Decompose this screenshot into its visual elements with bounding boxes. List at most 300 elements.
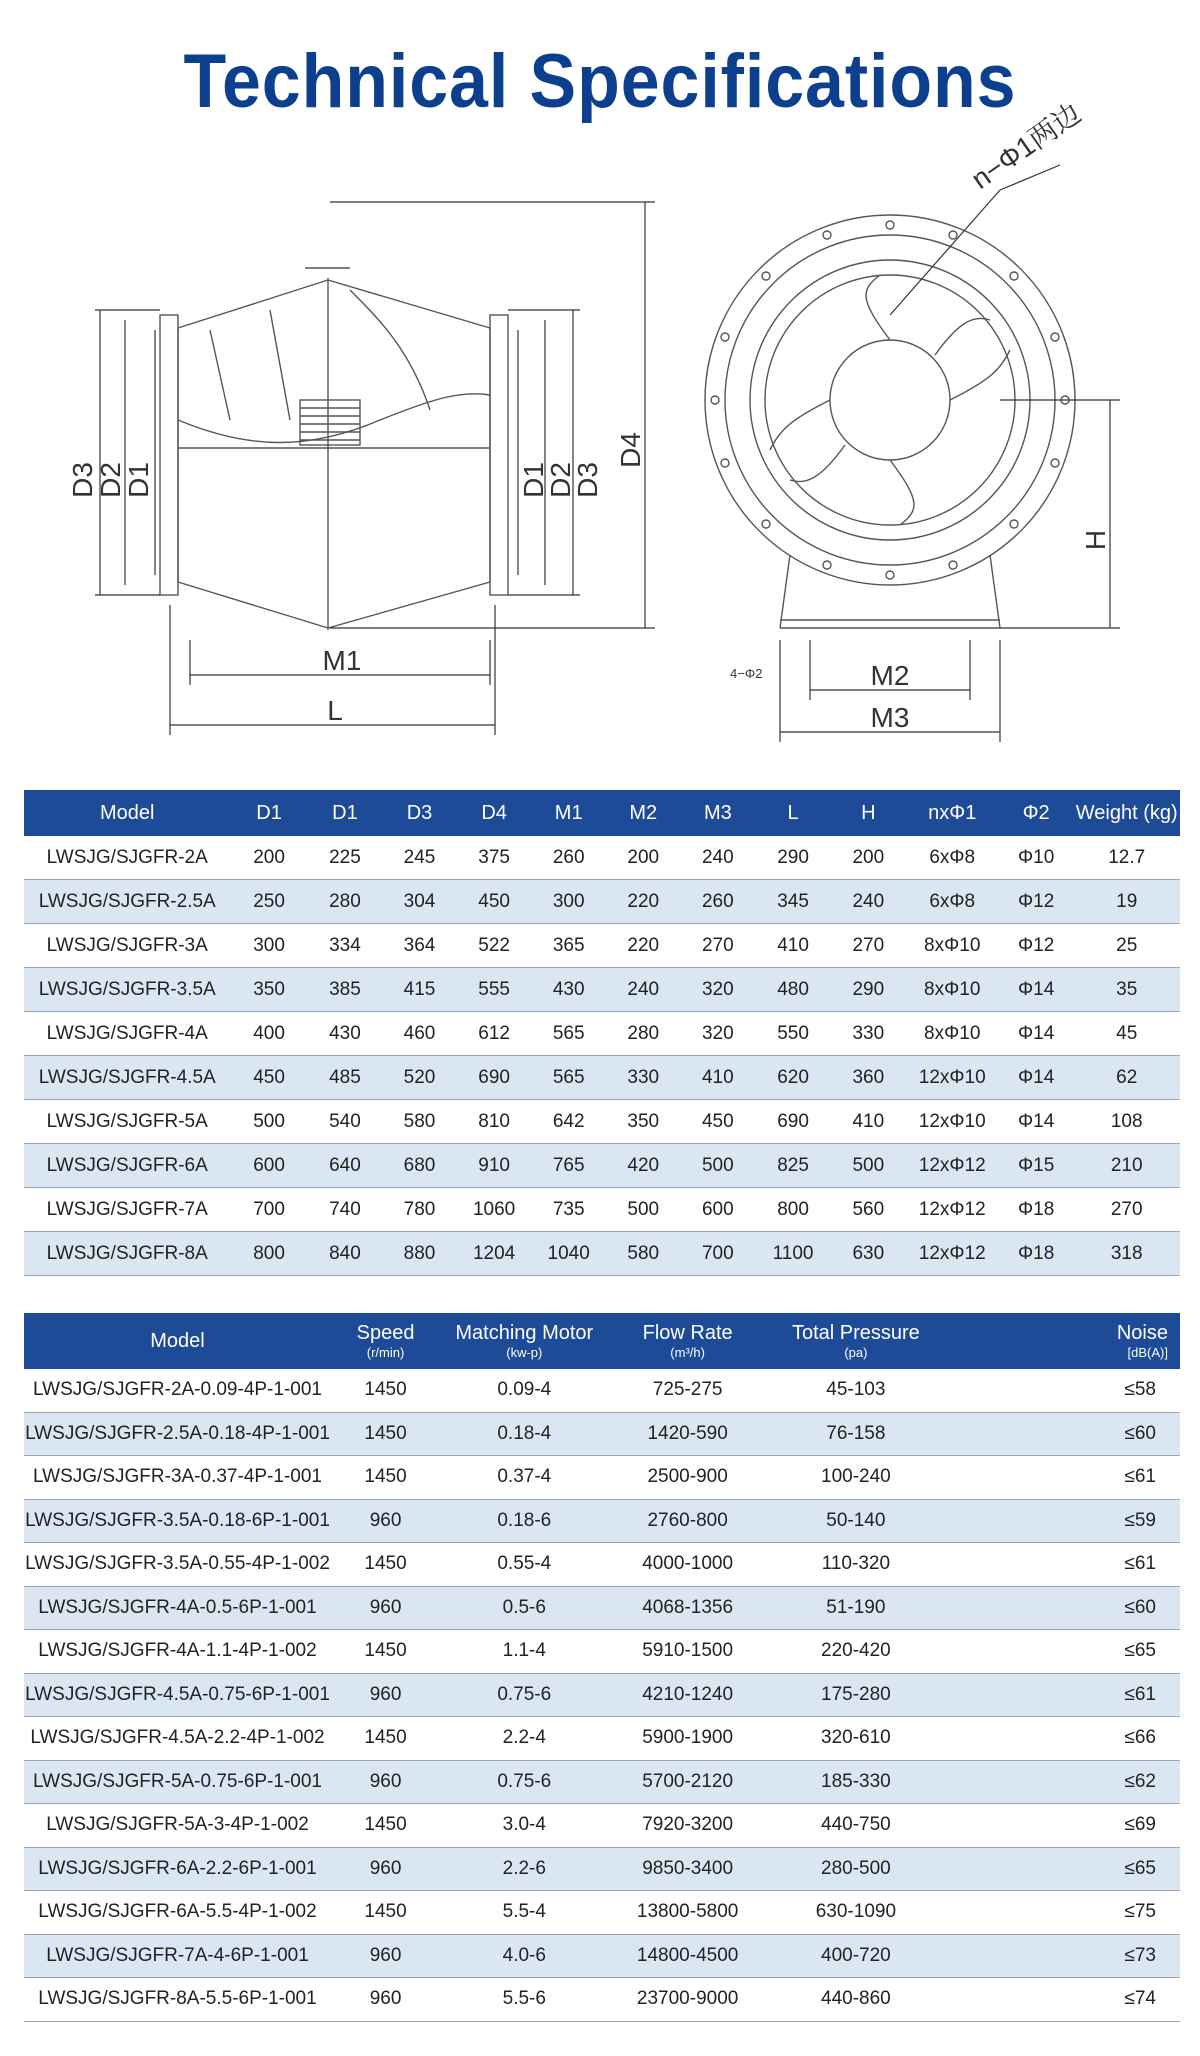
perf-cell: LWSJG/SJGFR-4.5A-0.75-6P-1-001 xyxy=(24,1673,331,1717)
page-title: Technical Specifications xyxy=(183,39,1017,124)
spec-cell: 565 xyxy=(531,1012,606,1056)
perf-table-header xyxy=(24,1313,1180,1369)
spec-cell: Φ12 xyxy=(999,880,1074,924)
fan-technical-drawing xyxy=(0,97,1200,750)
spec-cell: Φ14 xyxy=(999,1012,1074,1056)
drawing-svg xyxy=(0,97,1200,750)
perf-col-label: Flow Rate xyxy=(642,1321,733,1344)
perf-cell: 4.0-6 xyxy=(440,1934,608,1978)
perf-cell: 1450 xyxy=(331,1412,440,1456)
spec-cell: 780 xyxy=(382,1188,457,1232)
perf-cell: 5900-1900 xyxy=(609,1717,767,1761)
perf-col-unit: (pa) xyxy=(844,1344,868,1360)
spec-col-header: Model xyxy=(24,790,230,836)
spec-cell: 500 xyxy=(230,1100,307,1144)
spec-cell: 800 xyxy=(230,1232,307,1276)
perf-cell: 960 xyxy=(331,1847,440,1891)
perf-cell: 1450 xyxy=(331,1891,440,1935)
spec-table-row xyxy=(24,1232,1180,1276)
spec-cell: 225 xyxy=(308,836,383,880)
perf-cell: 440-860 xyxy=(767,1978,945,2022)
label-foot-note: 4−Φ2 xyxy=(730,666,763,681)
perf-cell: 4210-1240 xyxy=(609,1673,767,1717)
perf-cell: 5.5-4 xyxy=(440,1891,608,1935)
spec-cell: 250 xyxy=(230,880,307,924)
spec-cell: 1040 xyxy=(531,1232,606,1276)
spec-cell: 270 xyxy=(681,924,756,968)
perf-cell: 0.18-6 xyxy=(440,1499,608,1543)
perf-cell: LWSJG/SJGFR-3.5A-0.55-4P-1-002 xyxy=(24,1543,331,1587)
spec-cell: 880 xyxy=(382,1232,457,1276)
perf-cell: ≤69 xyxy=(945,1804,1180,1848)
perf-cell: 960 xyxy=(331,1978,440,2022)
spec-cell: LWSJG/SJGFR-4A xyxy=(24,1012,230,1056)
spec-cell: LWSJG/SJGFR-2.5A xyxy=(24,880,230,924)
front-dimensions xyxy=(780,165,1120,742)
spec-cell: 540 xyxy=(308,1100,383,1144)
spec-cell: 200 xyxy=(831,836,906,880)
perf-cell: 5700-2120 xyxy=(609,1760,767,1804)
spec-cell: 460 xyxy=(382,1012,457,1056)
spec-cell: 700 xyxy=(230,1188,307,1232)
spec-cell: 200 xyxy=(230,836,307,880)
perf-cell: 0.55-4 xyxy=(440,1543,608,1587)
perf-cell: 1420-590 xyxy=(609,1412,767,1456)
spec-cell: 690 xyxy=(457,1056,532,1100)
perf-col-unit: (r/min) xyxy=(366,1344,405,1360)
perf-table-row xyxy=(24,1499,1180,1543)
spec-cell: 12xΦ12 xyxy=(906,1232,999,1276)
perf-cell: 1.1-4 xyxy=(440,1630,608,1674)
spec-cell: 8xΦ10 xyxy=(906,1012,999,1056)
perf-cell: ≤60 xyxy=(945,1586,1180,1630)
label-d1-left: D1 xyxy=(123,462,154,498)
spec-cell: 400 xyxy=(230,1012,307,1056)
spec-cell: Φ14 xyxy=(999,1100,1074,1144)
spec-cell: 1060 xyxy=(457,1188,532,1232)
spec-cell: 485 xyxy=(308,1056,383,1100)
perf-table-row xyxy=(24,1630,1180,1674)
spec-cell: 290 xyxy=(831,968,906,1012)
spec-col-header: nxΦ1 xyxy=(906,790,999,836)
spec-cell: 290 xyxy=(755,836,831,880)
spec-cell: LWSJG/SJGFR-3A xyxy=(24,924,230,968)
spec-cell: 520 xyxy=(382,1056,457,1100)
spec-table-body xyxy=(24,836,1180,1276)
perf-col-label: Speed xyxy=(356,1321,415,1344)
spec-cell: Φ15 xyxy=(999,1144,1074,1188)
spec-table-header xyxy=(24,790,1180,836)
spec-cell: Φ14 xyxy=(999,968,1074,1012)
perf-col-header xyxy=(609,1313,767,1369)
spec-cell: LWSJG/SJGFR-5A xyxy=(24,1100,230,1144)
perf-cell: LWSJG/SJGFR-3A-0.37-4P-1-001 xyxy=(24,1456,331,1500)
perf-table-row xyxy=(24,1978,1180,2022)
spec-cell: 680 xyxy=(382,1144,457,1188)
spec-table-row xyxy=(24,836,1180,880)
spec-cell: 320 xyxy=(681,1012,756,1056)
label-flange-note: n−Φ1两边 xyxy=(965,97,1087,195)
perf-cell: 2.2-6 xyxy=(440,1847,608,1891)
perf-cell: LWSJG/SJGFR-5A-3-4P-1-002 xyxy=(24,1804,331,1848)
spec-cell: 320 xyxy=(681,968,756,1012)
perf-cell: 175-280 xyxy=(767,1673,945,1717)
perf-cell: ≤58 xyxy=(945,1369,1180,1412)
spec-cell: 825 xyxy=(755,1144,831,1188)
spec-col-header: D3 xyxy=(382,790,457,836)
perf-cell: 5910-1500 xyxy=(609,1630,767,1674)
label-h: H xyxy=(1080,529,1111,551)
spec-cell: 740 xyxy=(308,1188,383,1232)
perf-cell: 23700-9000 xyxy=(609,1978,767,2022)
spec-cell: 840 xyxy=(308,1232,383,1276)
perf-cell: ≤65 xyxy=(945,1847,1180,1891)
spec-cell: 12xΦ10 xyxy=(906,1100,999,1144)
spec-cell: 480 xyxy=(755,968,831,1012)
spec-cell: 364 xyxy=(382,924,457,968)
spec-cell: 360 xyxy=(831,1056,906,1100)
spec-cell: 735 xyxy=(531,1188,606,1232)
perf-cell: LWSJG/SJGFR-5A-0.75-6P-1-001 xyxy=(24,1760,331,1804)
spec-cell: 260 xyxy=(531,836,606,880)
spec-cell: 385 xyxy=(308,968,383,1012)
perf-cell: ≤66 xyxy=(945,1717,1180,1761)
perf-col-label: Model xyxy=(150,1329,205,1352)
spec-cell: 1100 xyxy=(755,1232,831,1276)
perf-cell: 2500-900 xyxy=(609,1456,767,1500)
spec-table-row xyxy=(24,1012,1180,1056)
perf-cell: 320-610 xyxy=(767,1717,945,1761)
perf-cell: LWSJG/SJGFR-8A-5.5-6P-1-001 xyxy=(24,1978,331,2022)
perf-col-header xyxy=(945,1313,1180,1369)
perf-cell: 4000-1000 xyxy=(609,1543,767,1587)
spec-cell: 690 xyxy=(755,1100,831,1144)
spec-cell: 220 xyxy=(606,924,681,968)
perf-cell: 50-140 xyxy=(767,1499,945,1543)
spec-cell: 330 xyxy=(606,1056,681,1100)
perf-cell: 220-420 xyxy=(767,1630,945,1674)
perf-col-header xyxy=(331,1313,440,1369)
spec-col-header: D1 xyxy=(308,790,383,836)
perf-col-unit: (m³/h) xyxy=(670,1344,705,1360)
spec-cell: 640 xyxy=(308,1144,383,1188)
perf-table-row xyxy=(24,1760,1180,1804)
spec-cell: 565 xyxy=(531,1056,606,1100)
perf-cell: 185-330 xyxy=(767,1760,945,1804)
perf-cell: ≤75 xyxy=(945,1891,1180,1935)
perf-col-unit: (kw-p) xyxy=(506,1344,543,1360)
perf-cell: 960 xyxy=(331,1586,440,1630)
spec-cell: 270 xyxy=(831,924,906,968)
label-m3: M3 xyxy=(870,702,910,733)
spec-cell: 280 xyxy=(606,1012,681,1056)
spec-cell: LWSJG/SJGFR-7A xyxy=(24,1188,230,1232)
spec-cell: LWSJG/SJGFR-2A xyxy=(24,836,230,880)
spec-cell: 550 xyxy=(755,1012,831,1056)
perf-cell: 1450 xyxy=(331,1456,440,1500)
perf-cell: 3.0-4 xyxy=(440,1804,608,1848)
perf-cell: LWSJG/SJGFR-4A-0.5-6P-1-001 xyxy=(24,1586,331,1630)
spec-cell: 1204 xyxy=(457,1232,532,1276)
spec-cell: 350 xyxy=(606,1100,681,1144)
spec-cell: 12.7 xyxy=(1073,836,1180,880)
perf-cell: 400-720 xyxy=(767,1934,945,1978)
perf-cell: 960 xyxy=(331,1760,440,1804)
perf-cell: LWSJG/SJGFR-4.5A-2.2-4P-1-002 xyxy=(24,1717,331,1761)
spec-cell: 25 xyxy=(1073,924,1180,968)
spec-cell: 318 xyxy=(1073,1232,1180,1276)
perf-table-row xyxy=(24,1543,1180,1587)
spec-cell: 410 xyxy=(755,924,831,968)
perf-table-body xyxy=(24,1369,1180,2021)
perf-table-row xyxy=(24,1934,1180,1978)
performance-table xyxy=(24,1313,1180,2022)
spec-cell: 555 xyxy=(457,968,532,1012)
perf-cell: LWSJG/SJGFR-4A-1.1-4P-1-002 xyxy=(24,1630,331,1674)
perf-table-row xyxy=(24,1673,1180,1717)
spec-cell: 62 xyxy=(1073,1056,1180,1100)
label-d4: D4 xyxy=(615,432,646,468)
spec-cell: Φ14 xyxy=(999,1056,1074,1100)
perf-table-row xyxy=(24,1847,1180,1891)
spec-cell: 415 xyxy=(382,968,457,1012)
perf-cell: ≤61 xyxy=(945,1673,1180,1717)
left-flange xyxy=(160,315,178,595)
spec-cell: 500 xyxy=(606,1188,681,1232)
label-d2-right: D2 xyxy=(545,462,576,498)
spec-cell: 304 xyxy=(382,880,457,924)
spec-cell: 12xΦ12 xyxy=(906,1144,999,1188)
perf-cell: ≤59 xyxy=(945,1499,1180,1543)
perf-cell: 2760-800 xyxy=(609,1499,767,1543)
perf-cell: 1450 xyxy=(331,1369,440,1412)
spec-col-header: M3 xyxy=(681,790,756,836)
perf-col-label: Matching Motor xyxy=(455,1321,594,1344)
spec-cell: 45 xyxy=(1073,1012,1180,1056)
spec-cell: LWSJG/SJGFR-8A xyxy=(24,1232,230,1276)
spec-cell: 910 xyxy=(457,1144,532,1188)
spec-cell: 108 xyxy=(1073,1100,1180,1144)
spec-table-row xyxy=(24,924,1180,968)
perf-cell: 2.2-4 xyxy=(440,1717,608,1761)
perf-cell: 630-1090 xyxy=(767,1891,945,1935)
perf-cell: 0.75-6 xyxy=(440,1760,608,1804)
perf-cell: 960 xyxy=(331,1673,440,1717)
perf-cell: 725-275 xyxy=(609,1369,767,1412)
spec-cell: 245 xyxy=(382,836,457,880)
spec-cell: 450 xyxy=(681,1100,756,1144)
spec-cell: 430 xyxy=(531,968,606,1012)
perf-cell: LWSJG/SJGFR-2.5A-0.18-4P-1-001 xyxy=(24,1412,331,1456)
perf-cell: 0.5-6 xyxy=(440,1586,608,1630)
spec-cell: 450 xyxy=(230,1056,307,1100)
spec-col-header: D1 xyxy=(230,790,307,836)
spec-cell: 270 xyxy=(1073,1188,1180,1232)
spec-cell: Φ10 xyxy=(999,836,1074,880)
perf-table-row xyxy=(24,1412,1180,1456)
perf-cell: 1450 xyxy=(331,1804,440,1848)
spec-cell: 280 xyxy=(308,880,383,924)
spec-cell: 420 xyxy=(606,1144,681,1188)
spec-cell: 800 xyxy=(755,1188,831,1232)
spec-cell: 375 xyxy=(457,836,532,880)
spec-col-header: M2 xyxy=(606,790,681,836)
perf-table-row xyxy=(24,1717,1180,1761)
perf-cell: 13800-5800 xyxy=(609,1891,767,1935)
perf-table-row xyxy=(24,1891,1180,1935)
perf-cell: 0.75-6 xyxy=(440,1673,608,1717)
perf-cell: ≤62 xyxy=(945,1760,1180,1804)
spec-cell: 630 xyxy=(831,1232,906,1276)
spec-cell: 700 xyxy=(681,1232,756,1276)
spec-cell: 220 xyxy=(606,880,681,924)
perf-cell: LWSJG/SJGFR-3.5A-0.18-6P-1-001 xyxy=(24,1499,331,1543)
perf-cell: 1450 xyxy=(331,1543,440,1587)
spec-col-header: M1 xyxy=(531,790,606,836)
perf-cell: 0.37-4 xyxy=(440,1456,608,1500)
spec-table-row xyxy=(24,880,1180,924)
perf-cell: LWSJG/SJGFR-7A-4-6P-1-001 xyxy=(24,1934,331,1978)
perf-table-row xyxy=(24,1586,1180,1630)
spec-cell: 500 xyxy=(681,1144,756,1188)
spec-cell: 450 xyxy=(457,880,532,924)
perf-cell: 110-320 xyxy=(767,1543,945,1587)
spec-cell: 240 xyxy=(831,880,906,924)
perf-cell: 1450 xyxy=(331,1630,440,1674)
perf-cell: 0.18-4 xyxy=(440,1412,608,1456)
label-m2: M2 xyxy=(870,660,910,691)
spec-cell: 330 xyxy=(831,1012,906,1056)
perf-cell: LWSJG/SJGFR-6A-5.5-4P-1-002 xyxy=(24,1891,331,1935)
spec-cell: 350 xyxy=(230,968,307,1012)
spec-cell: 410 xyxy=(681,1056,756,1100)
spec-cell: 35 xyxy=(1073,968,1180,1012)
spec-cell: 810 xyxy=(457,1100,532,1144)
spec-cell: 430 xyxy=(308,1012,383,1056)
perf-cell: ≤60 xyxy=(945,1412,1180,1456)
perf-cell: 76-158 xyxy=(767,1412,945,1456)
spec-cell: 8xΦ10 xyxy=(906,924,999,968)
spec-cell: LWSJG/SJGFR-4.5A xyxy=(24,1056,230,1100)
perf-col-label: Total Pressure xyxy=(791,1321,920,1344)
spec-cell: 410 xyxy=(831,1100,906,1144)
perf-cell: 14800-4500 xyxy=(609,1934,767,1978)
label-m1: M1 xyxy=(322,645,362,676)
side-view xyxy=(160,268,508,630)
perf-cell: 1450 xyxy=(331,1717,440,1761)
perf-cell: 5.5-6 xyxy=(440,1978,608,2022)
spec-table-row xyxy=(24,1100,1180,1144)
spec-cell: 260 xyxy=(681,880,756,924)
spec-cell: 620 xyxy=(755,1056,831,1100)
spec-cell: Φ18 xyxy=(999,1188,1074,1232)
spec-cell: 6xΦ8 xyxy=(906,836,999,880)
perf-col-header xyxy=(440,1313,608,1369)
front-view xyxy=(705,215,1075,628)
right-flange xyxy=(490,315,508,595)
spec-table-row xyxy=(24,1144,1180,1188)
perf-cell: LWSJG/SJGFR-6A-2.2-6P-1-001 xyxy=(24,1847,331,1891)
spec-cell: 580 xyxy=(606,1232,681,1276)
perf-col-header xyxy=(767,1313,945,1369)
spec-cell: 345 xyxy=(755,880,831,924)
dimension-spec-table xyxy=(24,790,1180,1276)
spec-cell: 8xΦ10 xyxy=(906,968,999,1012)
perf-cell: 45-103 xyxy=(767,1369,945,1412)
spec-cell: 580 xyxy=(382,1100,457,1144)
spec-cell: 560 xyxy=(831,1188,906,1232)
perf-table-row xyxy=(24,1456,1180,1500)
spec-cell: 200 xyxy=(606,836,681,880)
label-d3-right: D3 xyxy=(572,462,603,498)
spec-cell: 522 xyxy=(457,924,532,968)
spec-cell: 240 xyxy=(606,968,681,1012)
perf-table-row xyxy=(24,1804,1180,1848)
label-l: L xyxy=(327,695,343,726)
spec-cell: 365 xyxy=(531,924,606,968)
spec-cell: 6xΦ8 xyxy=(906,880,999,924)
perf-cell: 4068-1356 xyxy=(609,1586,767,1630)
spec-cell: 500 xyxy=(831,1144,906,1188)
spec-cell: 765 xyxy=(531,1144,606,1188)
spec-cell: 642 xyxy=(531,1100,606,1144)
perf-cell: ≤73 xyxy=(945,1934,1180,1978)
perf-cell: ≤74 xyxy=(945,1978,1180,2022)
spec-cell: LWSJG/SJGFR-6A xyxy=(24,1144,230,1188)
label-d2-left: D2 xyxy=(95,462,126,498)
perf-cell: 51-190 xyxy=(767,1586,945,1630)
perf-cell: 960 xyxy=(331,1499,440,1543)
spec-cell: 240 xyxy=(681,836,756,880)
spec-col-header: L xyxy=(755,790,831,836)
spec-col-header: H xyxy=(831,790,906,836)
perf-cell: 960 xyxy=(331,1934,440,1978)
spec-col-header: Weight (kg) xyxy=(1073,790,1180,836)
spec-table-row xyxy=(24,968,1180,1012)
spec-col-header: Φ2 xyxy=(999,790,1074,836)
perf-cell: ≤65 xyxy=(945,1630,1180,1674)
spec-cell: LWSJG/SJGFR-3.5A xyxy=(24,968,230,1012)
spec-cell: 600 xyxy=(681,1188,756,1232)
perf-cell: 100-240 xyxy=(767,1456,945,1500)
spec-table-row xyxy=(24,1188,1180,1232)
perf-cell: 440-750 xyxy=(767,1804,945,1848)
spec-cell: Φ18 xyxy=(999,1232,1074,1276)
spec-col-header: D4 xyxy=(457,790,532,836)
spec-cell: 300 xyxy=(531,880,606,924)
perf-col-unit: [dB(A)] xyxy=(1127,1344,1168,1360)
spec-cell: 12xΦ10 xyxy=(906,1056,999,1100)
spec-cell: 19 xyxy=(1073,880,1180,924)
spec-cell: 300 xyxy=(230,924,307,968)
spec-table-row xyxy=(24,1056,1180,1100)
perf-cell: 9850-3400 xyxy=(609,1847,767,1891)
perf-cell: LWSJG/SJGFR-2A-0.09-4P-1-001 xyxy=(24,1369,331,1412)
spec-cell: Φ12 xyxy=(999,924,1074,968)
perf-cell: 7920-3200 xyxy=(609,1804,767,1848)
spec-cell: 600 xyxy=(230,1144,307,1188)
label-d1-right: D1 xyxy=(518,462,549,498)
spec-cell: 210 xyxy=(1073,1144,1180,1188)
spec-cell: 612 xyxy=(457,1012,532,1056)
label-d3-left: D3 xyxy=(67,462,98,498)
perf-table-row xyxy=(24,1369,1180,1412)
perf-col-label: Noise xyxy=(1116,1321,1168,1344)
spec-cell: 12xΦ12 xyxy=(906,1188,999,1232)
perf-cell: 0.09-4 xyxy=(440,1369,608,1412)
perf-cell: 280-500 xyxy=(767,1847,945,1891)
perf-cell: ≤61 xyxy=(945,1456,1180,1500)
